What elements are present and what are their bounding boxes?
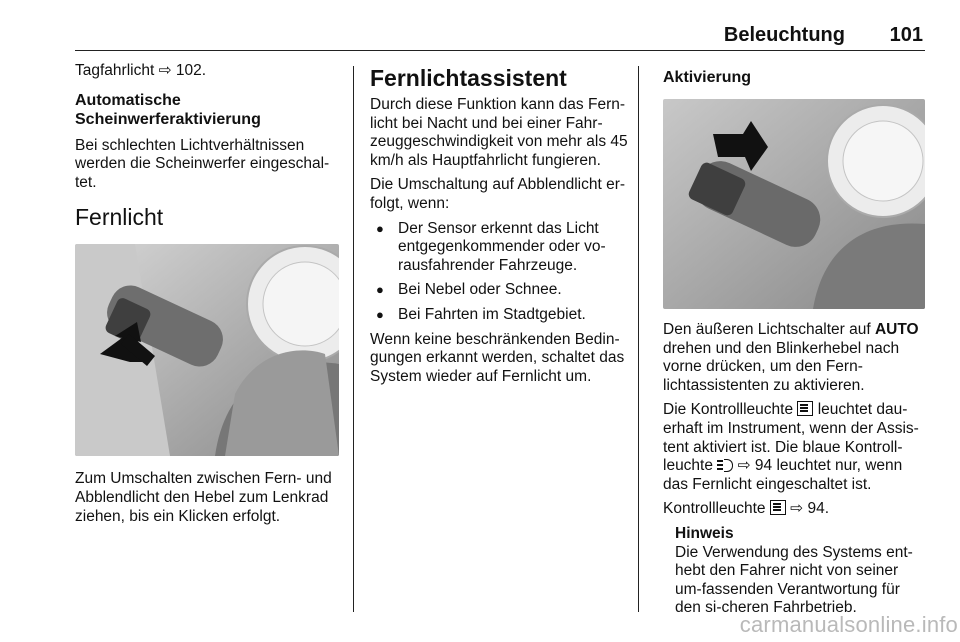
chapter-title: Beleuchtung	[723, 24, 845, 46]
assistant-intro: Durch diese Funktion kann das Fern-licht bei Nacht und bei einer Fahr-zeuggeschwindigkeit von mehr als 45 km/h als Hauptfahrlicht fungieren.	[370, 96, 628, 169]
activation-text-pre: Den äußeren Lichtschalter auf	[663, 321, 871, 338]
condition-list	[370, 220, 632, 325]
high-beam-heading: Fernlicht	[75, 204, 164, 231]
auto-label: AUTO	[874, 321, 919, 338]
indicator-text-c: ⇨ 94 leuchtet nur, wenn das Fernlicht eingeschaltet ist.	[663, 457, 903, 493]
activation-text-post: drehen und den Blinkerhebel nach vorne drücken, um den Fern-lichtassistenten zu aktivieren.	[663, 339, 900, 394]
assistant-heading: Fernlichtassistent	[370, 65, 567, 91]
column-divider	[353, 66, 354, 612]
activation-text	[663, 321, 925, 395]
indicator-text-b: leuchtet dau-erhaft im Instrument, wenn der Assis-tent aktiviert ist. Die blaue Kontroll-leuchte	[663, 401, 919, 475]
column-3	[663, 62, 925, 618]
column-2	[370, 62, 632, 392]
auto-high-beam-indicator-icon	[770, 500, 786, 515]
dipped-beam-condition: Die Umschaltung auf Abblendlicht er-folgt, wenn:	[370, 176, 626, 212]
column-divider	[638, 66, 639, 612]
assistant-resume-text: Wenn keine beschränkenden Bedin-gungen erkannt werden, schaltet das System wieder auf Fernlicht um.	[370, 330, 625, 385]
indicator-ref-page: ⇨ 94.	[790, 500, 830, 518]
note-body: Die Verwendung des Systems ent-hebt den Fahrer nicht von seiner um-fassenden Verantwortung für den si-cheren Fahrbetrieb.	[675, 543, 913, 617]
indicator-text	[663, 401, 925, 494]
watermark: carmanualsonline.info	[739, 612, 958, 637]
high-beam-lever-illustration	[75, 244, 339, 456]
high-beam-indicator-icon	[717, 459, 733, 471]
note-box	[675, 525, 925, 618]
column-1	[75, 62, 343, 532]
page-header	[75, 24, 925, 51]
high-beam-caption: Zum Umschalten zwischen Fern- und Abblendlicht den Hebel zum Lenkrad ziehen, bis ein Klicken erfolgt.	[75, 470, 332, 525]
list-item: ● Bei Nebel oder Schnee.	[370, 281, 632, 300]
indicator-ref-label: Kontrollleuchte	[663, 500, 766, 518]
note-title: Hinweis	[675, 524, 734, 542]
auto-headlight-heading: Automatische Scheinwerferaktivierung	[75, 91, 261, 128]
activation-heading: Aktivierung	[663, 69, 752, 86]
assistant-lever-illustration	[663, 99, 925, 309]
list-item: ● Der Sensor erkennt das Licht entgegenkommender oder vo-rausfahrender Fahrzeuge.	[370, 220, 632, 276]
indicator-ref	[663, 500, 925, 519]
indicator-text-a: Die Kontrollleuchte	[663, 401, 794, 419]
list-item: ● Bei Fahrten im Stadtgebiet.	[370, 306, 632, 325]
daytime-light-ref: Tagfahrlicht ⇨ 102.	[75, 62, 207, 79]
page-number: 101	[889, 24, 923, 46]
auto-headlight-text: Bei schlechten Lichtverhältnissen werden die Scheinwerfer eingeschal-tet.	[75, 136, 330, 191]
auto-high-beam-indicator-icon	[797, 401, 813, 416]
